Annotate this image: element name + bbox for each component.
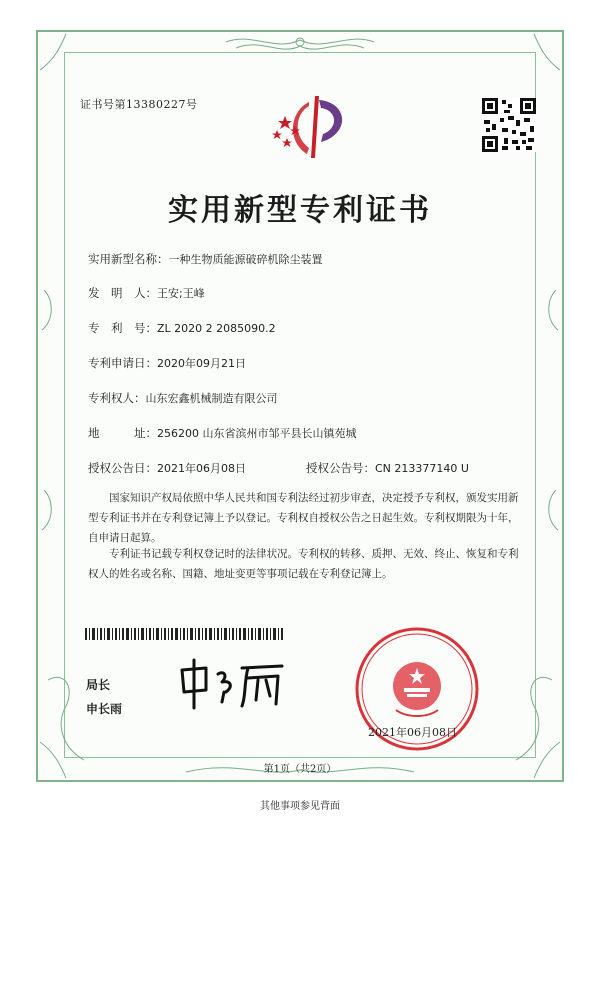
field-inventor <box>88 285 205 301</box>
barcode <box>85 628 285 640</box>
field-label: 专 利 号： <box>88 321 157 335</box>
field-patentee <box>88 390 278 406</box>
certificate-number: 证书号第13380227号 <box>80 98 198 111</box>
director-name: 申长雨 <box>86 702 123 716</box>
field-value: 256200 山东省滨州市邹平县长山镇苑城 <box>157 427 357 440</box>
field-value: 一种生物质能源破碎机除尘装置 <box>168 253 323 266</box>
qr-code <box>482 98 536 152</box>
field-address <box>88 425 357 441</box>
field-value: ZL 2020 2 2085090.2 <box>157 322 276 335</box>
field-patent-number <box>88 320 276 336</box>
field-label: 专利权人： <box>88 391 146 405</box>
field-grant-publication-number <box>306 460 469 476</box>
body-paragraph: 国家知识产权局依照中华人民共和国专利法经过初步审查，决定授予专利权，颁发实用新型专利证书并在专利登记簿上予以登记。专利权自授权公告之日起生效。专利权期限为十年，自申请日起算。 <box>88 492 519 544</box>
field-filing-date <box>88 355 246 371</box>
handwritten-signature <box>178 656 288 712</box>
seal-date: 2021年06月08日 <box>368 726 457 739</box>
body-paragraph: 专利证书记载专利权登记时的法律状况。专利权的转移、质押、无效、终止、恢复和专利权人的姓名或名称、国籍、地址变更等事项记载在专利登记簿上。 <box>88 548 519 580</box>
field-label: 实用新型名称： <box>88 252 169 266</box>
field-label: 专利申请日： <box>88 356 157 370</box>
back-note: 其他事项参见背面 <box>260 801 340 812</box>
page-number: 第1页（共2页） <box>263 764 337 775</box>
field-utility-model-name <box>88 251 323 267</box>
field-label: 授权公告号： <box>306 461 375 475</box>
director-title: 局长 <box>86 678 111 692</box>
field-value: 2021年06月08日 <box>157 462 246 475</box>
field-grant-date <box>88 460 246 476</box>
field-value: 山东宏鑫机械制造有限公司 <box>145 392 278 405</box>
field-value: 王安;王峰 <box>157 287 205 300</box>
cnipa-logo-icon <box>265 88 355 168</box>
certificate-title: 实用新型专利证书 <box>168 193 432 228</box>
field-label: 地 址： <box>88 426 157 440</box>
field-label: 发 明 人： <box>88 286 157 300</box>
field-value: CN 213377140 U <box>375 462 469 475</box>
field-value: 2020年09月21日 <box>157 357 246 370</box>
field-label: 授权公告日： <box>88 461 157 475</box>
